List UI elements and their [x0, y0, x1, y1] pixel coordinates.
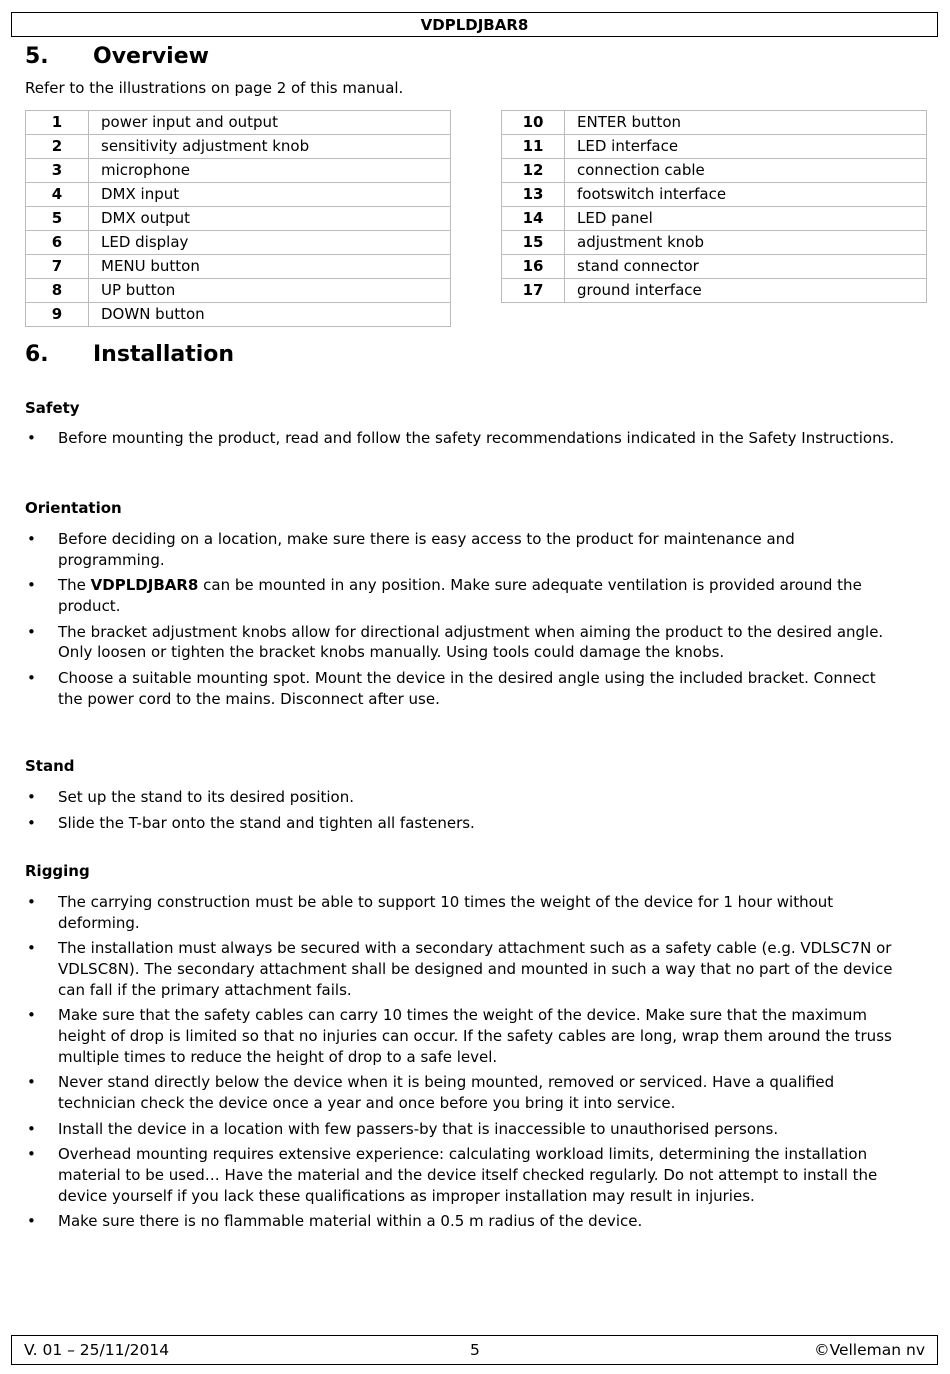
page-header	[11, 12, 938, 37]
part-number: 2	[26, 135, 89, 159]
bullet-icon: •	[27, 429, 36, 447]
part-name: power input and output	[89, 111, 451, 135]
part-number: 1	[26, 111, 89, 135]
subheading-safety: Safety	[25, 399, 80, 417]
list-item	[0, 787, 900, 808]
table-row	[502, 135, 927, 159]
list-item	[0, 668, 900, 709]
part-name: DMX output	[89, 207, 451, 231]
table-row	[26, 231, 451, 255]
item-text: can be mounted in any position. Make sure adequate ventilation is provided around the product.	[58, 576, 862, 615]
part-number: 6	[26, 231, 89, 255]
bullet-icon: •	[27, 1145, 36, 1164]
footer-copyright: ©Velleman nv	[814, 1341, 925, 1359]
list-item	[0, 1119, 900, 1140]
item-text: The installation must always be secured with a secondary attachment such as a safety cable (e.g. VDLSC7N or VDLSC8N). The secondary attachment shall be designed and mounted in such a way that no part of the device can fall if the primary attachment fails.	[58, 939, 893, 999]
table-row	[502, 159, 927, 183]
item-text: Slide the T-bar onto the stand and tighten all fasteners.	[58, 813, 475, 832]
part-number: 16	[502, 255, 565, 279]
rigging-list	[0, 892, 900, 1237]
part-number: 4	[26, 183, 89, 207]
part-name: adjustment knob	[565, 231, 927, 255]
part-number: 15	[502, 231, 565, 255]
list-item	[0, 529, 900, 570]
part-name: ground interface	[565, 279, 927, 303]
subheading-stand: Stand	[25, 757, 75, 775]
table-row	[26, 255, 451, 279]
item-text: Overhead mounting requires extensive experience: calculating workload limits, determining the installation material to be used… Have the material and the device itself checked regularly. Do not attempt to install the device yourself if you lack these qualifications as improper installation may result in injuries.	[58, 1145, 878, 1205]
bullet-icon: •	[27, 669, 36, 688]
bullet-icon: •	[27, 1073, 36, 1092]
part-number: 11	[502, 135, 565, 159]
table-row	[502, 231, 927, 255]
part-name: LED panel	[565, 207, 927, 231]
stand-list	[0, 787, 900, 839]
part-number: 10	[502, 111, 565, 135]
page-footer	[11, 1335, 938, 1365]
list-item	[0, 892, 900, 933]
table-row	[26, 303, 451, 327]
list-item	[0, 1144, 900, 1206]
part-number: 7	[26, 255, 89, 279]
table-row	[26, 135, 451, 159]
part-number: 3	[26, 159, 89, 183]
parts-table-right	[501, 110, 927, 303]
part-name: footswitch interface	[565, 183, 927, 207]
part-name: LED interface	[565, 135, 927, 159]
subheading-orientation: Orientation	[25, 499, 122, 517]
table-row	[26, 159, 451, 183]
bullet-icon: •	[27, 530, 36, 548]
list-item	[0, 428, 900, 449]
part-number: 12	[502, 159, 565, 183]
item-text: Before mounting the product, read and follow the safety recommendations indicated in the Safety Instructions.	[58, 429, 895, 447]
item-text: Set up the stand to its desired position.	[58, 788, 354, 806]
table-row	[26, 207, 451, 231]
part-name: UP button	[89, 279, 451, 303]
table-row	[26, 279, 451, 303]
subheading-rigging: Rigging	[25, 862, 90, 880]
list-item	[0, 1072, 900, 1113]
list-item	[0, 622, 900, 663]
parts-table-left	[25, 110, 451, 327]
list-item	[0, 938, 900, 1000]
bullet-icon: •	[27, 622, 36, 641]
bullet-icon: •	[27, 1119, 36, 1138]
part-name: stand connector	[565, 255, 927, 279]
item-text: The	[58, 576, 91, 595]
list-item	[0, 1005, 900, 1067]
item-text: Make sure that the safety cables can carry 10 times the weight of the device. Make sure that the maximum height of drop is limited so that no injuries can occur. If the safety cables are long, wrap them around the truss multiple times to reduce the height of drop to a safe level.	[58, 1006, 892, 1066]
bullet-icon: •	[27, 939, 36, 958]
list-item	[0, 575, 900, 616]
bullet-icon: •	[27, 788, 36, 806]
part-name: DOWN button	[89, 303, 451, 327]
orientation-list	[0, 529, 900, 715]
item-text: Make sure there is no flammable material within a 0.5 m radius of the device.	[58, 1212, 643, 1231]
section-heading-installation: 6. Installation	[25, 342, 235, 367]
item-text: The bracket adjustment knobs allow for directional adjustment when aiming the product to the desired angle. Only loosen or tighten the bracket knobs manually. Using tools could damage the knobs.	[58, 622, 884, 662]
table-row	[26, 183, 451, 207]
table-row	[502, 111, 927, 135]
part-name: sensitivity adjustment knob	[89, 135, 451, 159]
part-name: microphone	[89, 159, 451, 183]
bullet-icon: •	[27, 813, 36, 832]
part-number: 13	[502, 183, 565, 207]
item-text: Before deciding on a location, make sure there is easy access to the product for maintenance and programming.	[58, 530, 795, 569]
item-text: The carrying construction must be able to support 10 times the weight of the device for 1 hour without deforming.	[58, 893, 834, 932]
table-row	[502, 255, 927, 279]
item-text: Install the device in a location with few passers-by that is inaccessible to unauthorised persons.	[58, 1119, 779, 1138]
part-number: 17	[502, 279, 565, 303]
bullet-icon: •	[27, 1006, 36, 1025]
section-heading-overview: 5. Overview	[25, 44, 209, 69]
item-text: Choose a suitable mounting spot. Mount the device in the desired angle using the included bracket. Connect the power cord to the mains. Disconnect after use.	[58, 669, 876, 708]
table-row	[502, 207, 927, 231]
part-name: connection cable	[565, 159, 927, 183]
bullet-icon: •	[27, 893, 36, 911]
part-name: ENTER button	[565, 111, 927, 135]
list-item	[0, 1211, 900, 1232]
footer-page-number: 5	[470, 1341, 480, 1359]
footer-version: V. 01 – 25/11/2014	[24, 1341, 170, 1359]
overview-intro: Refer to the illustrations on page 2 of this manual.	[25, 79, 404, 97]
bullet-icon: •	[27, 576, 36, 595]
product-name: VDPLDJBAR8	[90, 576, 199, 595]
part-number: 8	[26, 279, 89, 303]
part-number: 14	[502, 207, 565, 231]
part-name: LED display	[89, 231, 451, 255]
header-model: VDPLDJBAR8	[420, 16, 529, 34]
part-name: MENU button	[89, 255, 451, 279]
part-number: 5	[26, 207, 89, 231]
part-number: 9	[26, 303, 89, 327]
table-row	[502, 183, 927, 207]
bullet-icon: •	[27, 1212, 36, 1231]
item-text: Never stand directly below the device when it is being mounted, removed or serviced. Have a qualified technician check the device once a year and once before you bring it into service.	[58, 1073, 835, 1112]
part-name: DMX input	[89, 183, 451, 207]
table-row	[502, 279, 927, 303]
safety-list	[0, 428, 900, 454]
list-item	[0, 813, 900, 834]
table-row	[26, 111, 451, 135]
